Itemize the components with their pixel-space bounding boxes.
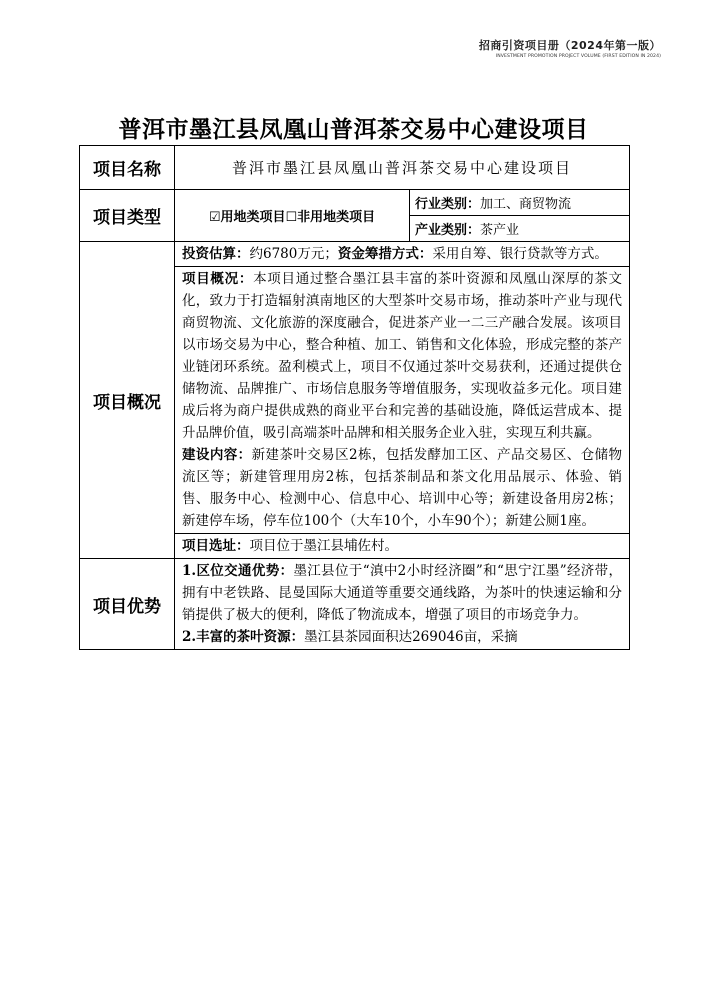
funding-label: 资金筹措方式： (337, 246, 433, 262)
advantage-2 (182, 626, 622, 648)
name-value: 普洱市墨江县凤凰山普洱茶交易中心建设项目 (175, 146, 630, 190)
industry-cell (410, 190, 630, 216)
adv1-text: 墨江县位于“滇中2小时经济圈”和“思宁江墨”经济带，拥有中老铁路、昆曼国际大通道等重要交通线路，为茶叶的快速运输和分销提供了极大的便利，降低了物流成本，增强了项目的市场竞争力。 (182, 563, 623, 623)
site-value: 项目位于墨江县埔佐村。 (249, 538, 398, 554)
page-title: 普洱市墨江县凤凰山普洱茶交易中心建设项目 (118, 116, 589, 143)
advantages-label: 项目优势 (80, 559, 175, 650)
summary-cell (175, 267, 630, 534)
row-advantages (80, 559, 630, 650)
adv1-label: 1.区位交通优势： (182, 563, 294, 579)
construction-paragraph (182, 444, 622, 532)
investment-value: 约6780万元； (249, 246, 338, 262)
advantages-cell (175, 559, 630, 650)
summary-text: 本项目通过整合墨江县丰富的茶叶资源和凤凰山深厚的茶文化，致力于打造辐射滇南地区的大型茶叶交易市场，推动茶叶产业与现代商贸物流、文化旅游的深度融合，促进茶产业一二三产融合发展。该项目以市场交易为中心，整合种植、加工、销售和文化体验，形成完整的茶产业链闭环系统。盈利模式上，项目不仅通过茶叶交易获利，还通过提供仓储物流、品牌推广、市场信息服务等增值服务，实现收益多元化。项目建成后将为商户提供成熟的商业平台和完善的基础设施，降低运营成本、提升品牌价值，吸引高端茶叶品牌和相关服务企业入驻，实现互利共赢。 (182, 271, 623, 441)
sector-cell (410, 216, 630, 242)
adv2-text: 墨江县茶园面积达269046亩，采摘 (304, 629, 518, 645)
type-label: 项目类型 (80, 190, 175, 242)
summary-label: 项目概况： (182, 271, 254, 287)
overview-label: 项目概况 (80, 242, 175, 559)
site-cell (175, 534, 630, 559)
funding-value: 采用自筹、银行贷款等方式。 (432, 246, 608, 262)
industry-label: 行业类别： (415, 197, 481, 212)
advantage-1 (182, 560, 622, 626)
book-subtitle: INVESTMENT PROMOTION PROJECT VOLUME (FIRST EDITION IN 2024) (495, 54, 661, 59)
summary-paragraph (182, 268, 622, 444)
name-label: 项目名称 (80, 146, 175, 190)
investment-label: 投资估算： (182, 246, 250, 262)
sector-value: 茶产业 (480, 223, 520, 238)
investment-cell (175, 242, 630, 267)
row-project-type (80, 190, 630, 216)
sector-label: 产业类别： (415, 223, 481, 238)
adv2-label: 2.丰富的茶叶资源： (182, 629, 305, 645)
industry-value: 加工、商贸物流 (480, 197, 572, 212)
project-info-table (79, 145, 630, 650)
site-label: 项目选址： (182, 538, 250, 554)
construction-label: 建设内容： (182, 447, 252, 463)
type-value: ☑用地类项目☐非用地类项目 (175, 190, 410, 242)
row-investment (80, 242, 630, 267)
row-project-name (80, 146, 630, 190)
book-title: 招商引资项目册（2024年第一版） (478, 39, 661, 52)
construction-text: 新建茶叶交易区2栋，包括发酵加工区、产品交易区、仓储物流区等；新建管理用房2栋，包括茶制品和茶文化用品展示、体验、销售、服务中心、检测中心、信息中心、培训中心等；新建设备用房2栋；新建停车场，停车位100个（大车10个，小车90个）；新建公厕1座。 (182, 447, 623, 529)
